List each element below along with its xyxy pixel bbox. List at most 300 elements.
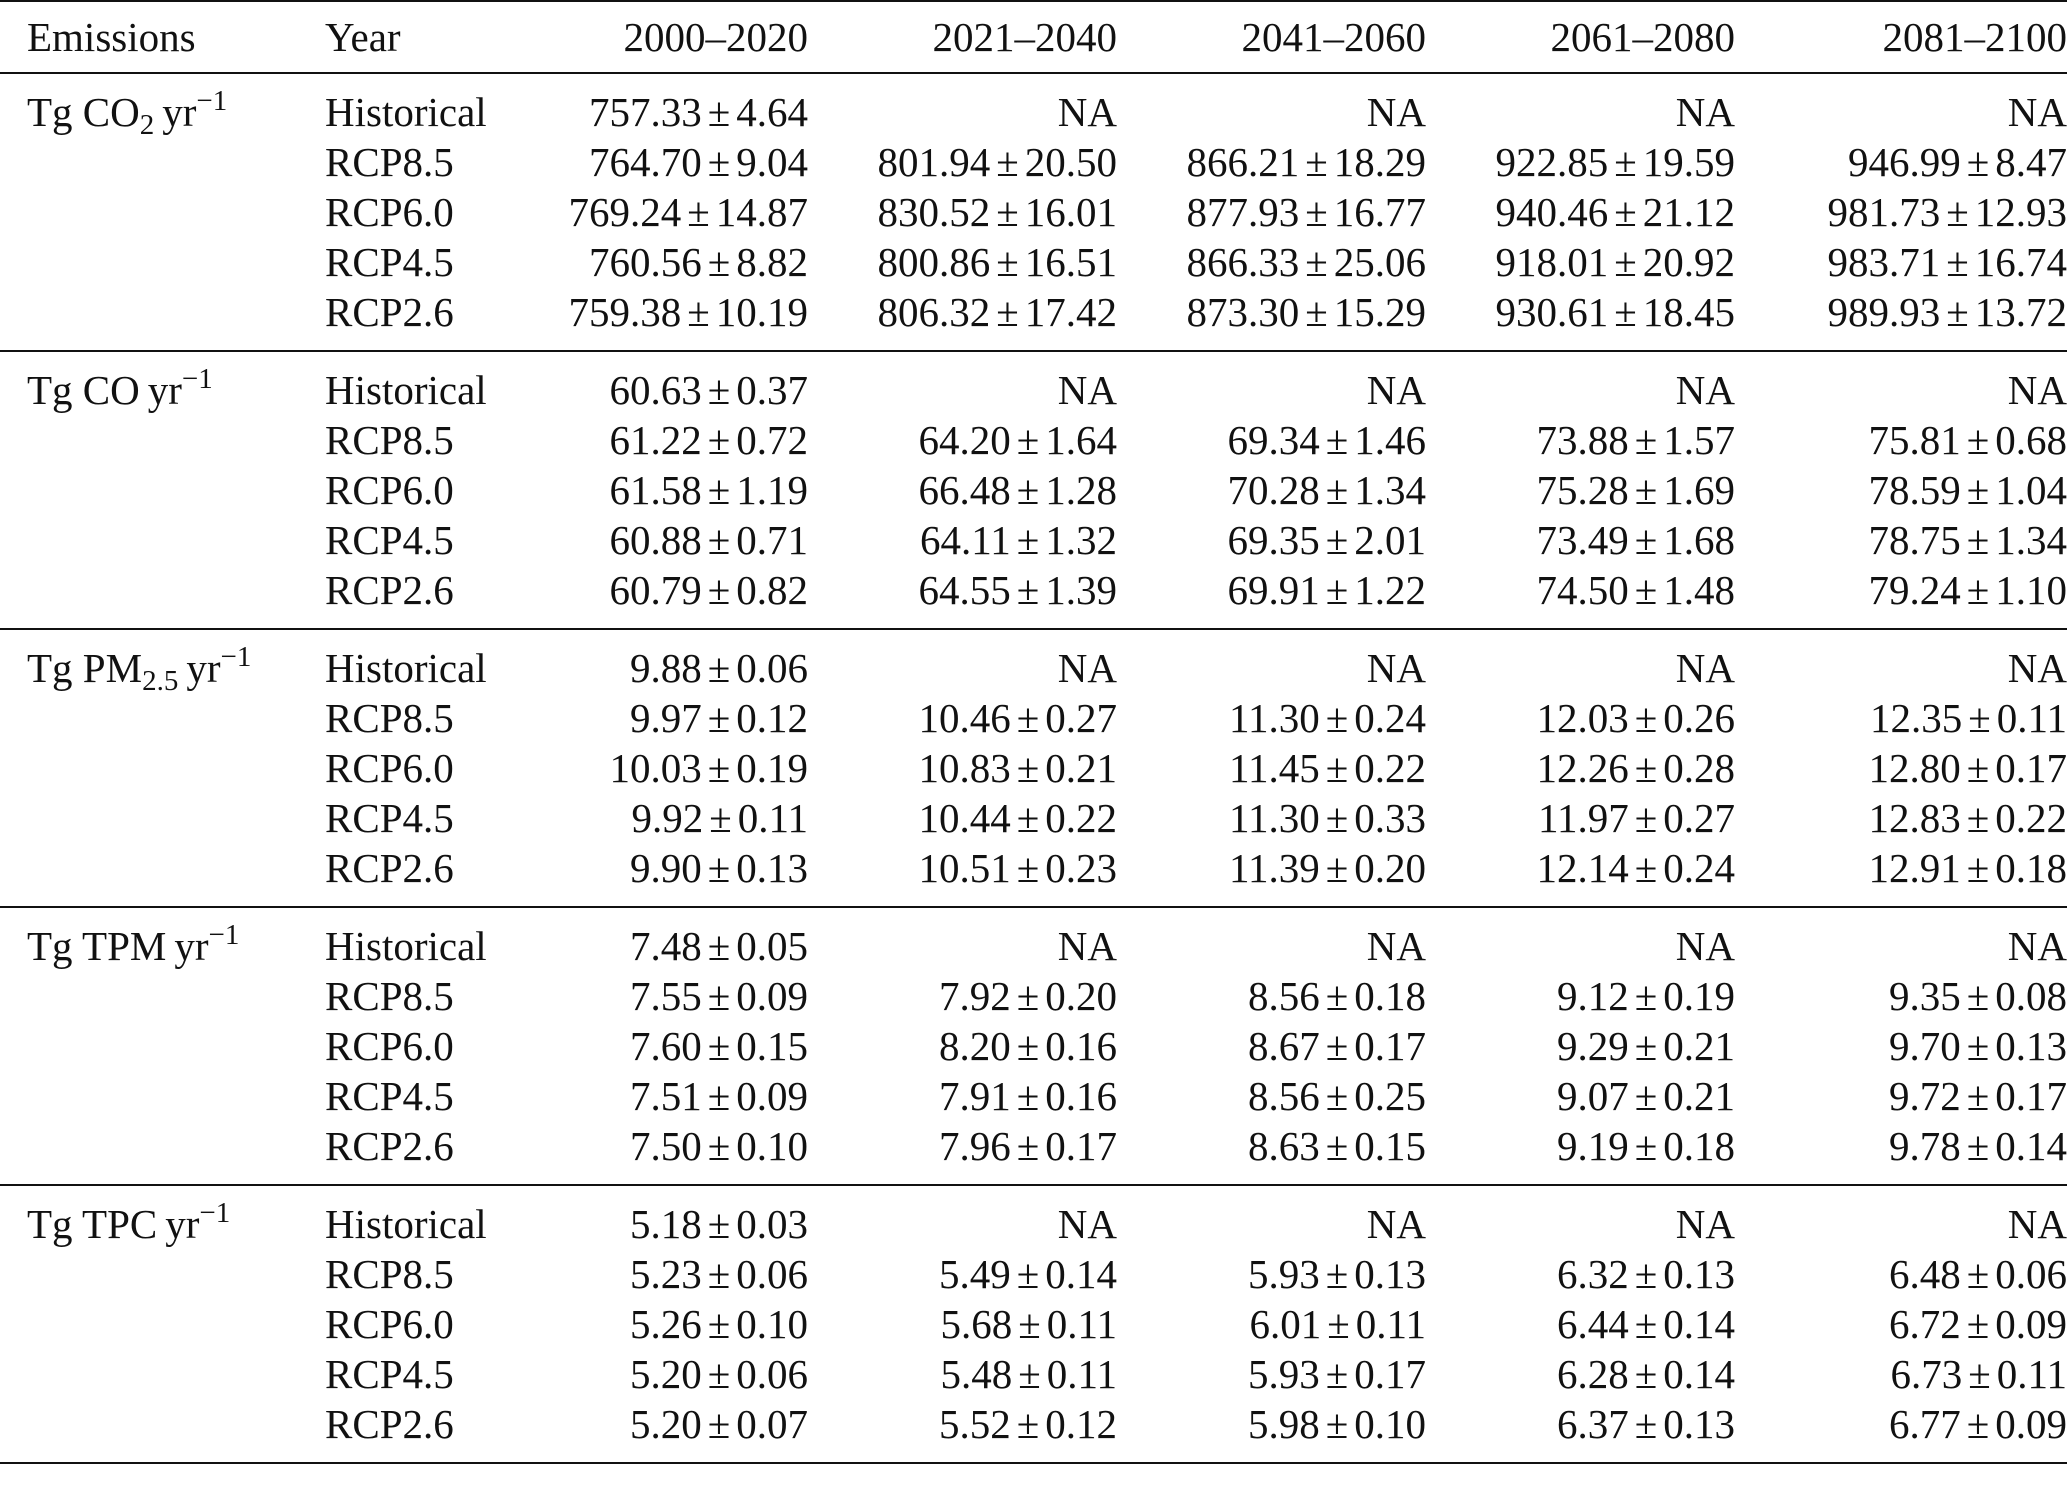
plus-minus-symbol: ± <box>996 189 1019 235</box>
mean-value: 9.72 <box>1888 1073 1961 1119</box>
mean-value: 757.33 <box>588 89 702 135</box>
value-cell <box>525 693 808 743</box>
uncertainty-value: 0.10 <box>736 1123 808 1169</box>
uncertainty-value: 0.17 <box>1354 1351 1426 1397</box>
plus-minus-symbol: ± <box>1968 1351 1991 1397</box>
value-cell <box>525 1299 808 1349</box>
mean-value: 5.52 <box>938 1401 1011 1447</box>
mean-value: 5.68 <box>940 1301 1013 1347</box>
value-cell <box>525 843 808 907</box>
value-cell <box>525 1121 808 1185</box>
value-cell <box>1426 793 1735 843</box>
value-cell: NA <box>1675 923 1735 969</box>
plus-minus-symbol: ± <box>1016 695 1040 741</box>
uncertainty-value: 0.05 <box>736 923 808 969</box>
value-cell <box>1117 1249 1426 1299</box>
uncertainty-value: 1.34 <box>1995 517 2067 563</box>
mean-value: 64.11 <box>920 517 1011 563</box>
plus-minus-symbol: ± <box>1016 1073 1040 1119</box>
value-cell <box>1426 743 1735 793</box>
mean-value: 12.35 <box>1870 695 1963 741</box>
value-cell <box>1117 1021 1426 1071</box>
uncertainty-value: 0.06 <box>736 1251 808 1297</box>
table-row <box>0 351 2067 415</box>
mean-value: 6.28 <box>1556 1351 1629 1397</box>
value-cell <box>1117 287 1426 351</box>
mean-value: 11.30 <box>1229 695 1320 741</box>
plus-minus-symbol: ± <box>687 189 710 235</box>
value-cell <box>1735 1021 2067 1071</box>
uncertainty-value: 1.64 <box>1045 417 1117 463</box>
value-cell <box>808 187 1117 237</box>
value-cell: NA <box>1366 367 1426 413</box>
uncertainty-value: 1.34 <box>1354 467 1426 513</box>
mean-value: 75.81 <box>1868 417 1961 463</box>
uncertainty-value: 0.37 <box>736 367 808 413</box>
value-cell <box>808 137 1117 187</box>
value-cell <box>1117 743 1426 793</box>
uncertainty-value: 14.87 <box>715 189 808 235</box>
value-cell: NA <box>1675 1201 1735 1247</box>
mean-value: 7.60 <box>629 1023 702 1069</box>
mean-value: 70.28 <box>1227 467 1320 513</box>
mean-value: 74.50 <box>1536 567 1629 613</box>
uncertainty-value: 2.01 <box>1354 517 1426 563</box>
scenario-cell: RCP2.6 <box>325 1123 454 1169</box>
value-cell <box>808 565 1117 629</box>
value-cell <box>525 187 808 237</box>
value-cell <box>1735 237 2067 287</box>
value-cell: NA <box>2007 89 2067 135</box>
plus-minus-symbol: ± <box>707 1301 731 1347</box>
value-cell: NA <box>1366 1201 1426 1247</box>
uncertainty-value: 0.22 <box>1354 745 1426 791</box>
value-cell <box>1117 465 1426 515</box>
uncertainty-value: 1.04 <box>1995 467 2067 513</box>
scenario-cell: RCP6.0 <box>325 1301 454 1347</box>
scenario-cell: RCP2.6 <box>325 567 454 613</box>
plus-minus-symbol: ± <box>1614 189 1637 235</box>
value-cell <box>1735 1349 2067 1399</box>
plus-minus-symbol: ± <box>1325 695 1349 741</box>
plus-minus-symbol: ± <box>707 645 731 691</box>
table-row <box>0 73 2067 137</box>
mean-value: 6.37 <box>1556 1401 1629 1447</box>
plus-minus-symbol: ± <box>707 367 731 413</box>
mean-value: 918.01 <box>1495 239 1609 285</box>
plus-minus-symbol: ± <box>1966 795 1990 841</box>
uncertainty-value: 1.39 <box>1045 567 1117 613</box>
emission-group <box>0 351 2067 629</box>
mean-value: 11.97 <box>1538 795 1629 841</box>
uncertainty-value: 9.04 <box>736 139 808 185</box>
uncertainty-value: 0.11 <box>1996 695 2067 741</box>
plus-minus-symbol: ± <box>1325 1073 1349 1119</box>
mean-value: 69.34 <box>1227 417 1320 463</box>
uncertainty-value: 0.17 <box>1995 745 2067 791</box>
value-cell <box>808 1249 1117 1299</box>
value-cell <box>808 287 1117 351</box>
mean-value: 9.12 <box>1556 973 1629 1019</box>
uncertainty-value: 0.18 <box>1663 1123 1735 1169</box>
plus-minus-symbol: ± <box>1966 1073 1990 1119</box>
plus-minus-symbol: ± <box>1325 567 1349 613</box>
plus-minus-symbol: ± <box>1634 695 1658 741</box>
header-emissions: Emissions <box>27 14 196 60</box>
mean-value: 801.94 <box>877 139 991 185</box>
mean-value: 9.78 <box>1888 1123 1961 1169</box>
mean-value: 69.35 <box>1227 517 1320 563</box>
plus-minus-symbol: ± <box>1614 289 1637 335</box>
value-cell <box>1426 1021 1735 1071</box>
mean-value: 7.51 <box>629 1073 702 1119</box>
emission-exponent: −1 <box>208 919 240 951</box>
value-cell <box>1117 793 1426 843</box>
plus-minus-symbol: ± <box>1966 567 1990 613</box>
mean-value: 5.49 <box>938 1251 1011 1297</box>
plus-minus-symbol: ± <box>1016 973 1040 1019</box>
uncertainty-value: 25.06 <box>1333 239 1426 285</box>
value-cell <box>1117 843 1426 907</box>
emission-unit: yr <box>162 89 197 135</box>
emission-label <box>0 73 317 351</box>
mean-value: 946.99 <box>1847 139 1961 185</box>
uncertainty-value: 1.69 <box>1663 467 1735 513</box>
mean-value: 922.85 <box>1495 139 1609 185</box>
uncertainty-value: 16.74 <box>1974 239 2067 285</box>
table-row <box>0 907 2067 971</box>
uncertainty-value: 0.19 <box>1663 973 1735 1019</box>
value-cell <box>525 465 808 515</box>
scenario-cell: RCP6.0 <box>325 1023 454 1069</box>
uncertainty-value: 0.21 <box>1045 745 1117 791</box>
value-cell <box>1426 187 1735 237</box>
plus-minus-symbol: ± <box>1016 517 1040 563</box>
plus-minus-symbol: ± <box>1634 567 1658 613</box>
mean-value: 10.46 <box>918 695 1011 741</box>
uncertainty-value: 1.10 <box>1995 567 2067 613</box>
value-cell: NA <box>2007 923 2067 969</box>
plus-minus-symbol: ± <box>1016 1251 1040 1297</box>
uncertainty-value: 0.13 <box>1663 1251 1735 1297</box>
emission-exponent: −1 <box>199 1197 231 1229</box>
uncertainty-value: 0.28 <box>1663 745 1735 791</box>
mean-value: 8.56 <box>1247 1073 1320 1119</box>
value-cell <box>525 1071 808 1121</box>
plus-minus-symbol: ± <box>1966 1251 1990 1297</box>
value-cell <box>1426 137 1735 187</box>
emission-species: Tg CO <box>27 89 140 135</box>
uncertainty-value: 12.93 <box>1974 189 2067 235</box>
value-cell <box>1426 465 1735 515</box>
uncertainty-value: 0.10 <box>1354 1401 1426 1447</box>
mean-value: 989.93 <box>1827 289 1941 335</box>
header-period: 2081–2100 <box>1882 14 2067 60</box>
plus-minus-symbol: ± <box>1016 567 1040 613</box>
value-cell <box>1426 515 1735 565</box>
mean-value: 769.24 <box>568 189 682 235</box>
table-row <box>0 1185 2067 1249</box>
uncertainty-value: 0.17 <box>1354 1023 1426 1069</box>
uncertainty-value: 20.50 <box>1024 139 1117 185</box>
header-period: 2000–2020 <box>623 14 808 60</box>
mean-value: 60.88 <box>609 517 702 563</box>
value-cell <box>808 1299 1117 1349</box>
plus-minus-symbol: ± <box>1634 973 1658 1019</box>
mean-value: 12.80 <box>1868 745 1961 791</box>
emission-species: Tg TPM <box>27 923 167 969</box>
scenario-cell: RCP4.5 <box>325 517 454 563</box>
value-cell <box>1426 971 1735 1021</box>
uncertainty-value: 1.28 <box>1045 467 1117 513</box>
value-cell: NA <box>1366 645 1426 691</box>
value-cell <box>525 629 808 693</box>
uncertainty-value: 0.11 <box>737 795 808 841</box>
uncertainty-value: 0.26 <box>1663 695 1735 741</box>
mean-value: 5.93 <box>1247 1251 1320 1297</box>
plus-minus-symbol: ± <box>1966 1123 1990 1169</box>
uncertainty-value: 0.13 <box>1995 1023 2067 1069</box>
mean-value: 9.90 <box>629 845 702 891</box>
header-period: 2021–2040 <box>932 14 1117 60</box>
value-cell: NA <box>1675 367 1735 413</box>
uncertainty-value: 13.72 <box>1974 289 2067 335</box>
value-cell <box>1735 693 2067 743</box>
plus-minus-symbol: ± <box>707 139 731 185</box>
plus-minus-symbol: ± <box>707 745 731 791</box>
value-cell <box>1117 187 1426 237</box>
uncertainty-value: 0.13 <box>1354 1251 1426 1297</box>
plus-minus-symbol: ± <box>1018 1351 1041 1397</box>
value-cell <box>1735 187 2067 237</box>
value-cell <box>525 73 808 137</box>
scenario-cell: RCP4.5 <box>325 795 454 841</box>
plus-minus-symbol: ± <box>707 1023 731 1069</box>
plus-minus-symbol: ± <box>1325 973 1349 1019</box>
plus-minus-symbol: ± <box>1305 239 1328 285</box>
mean-value: 9.88 <box>629 645 702 691</box>
uncertainty-value: 0.14 <box>1663 1351 1735 1397</box>
mean-value: 873.30 <box>1186 289 1300 335</box>
mean-value: 7.48 <box>629 923 702 969</box>
value-cell <box>1117 1071 1426 1121</box>
plus-minus-symbol: ± <box>1634 1073 1658 1119</box>
mean-value: 9.35 <box>1888 973 1961 1019</box>
value-cell: NA <box>2007 645 2067 691</box>
value-cell <box>808 693 1117 743</box>
plus-minus-symbol: ± <box>1634 795 1658 841</box>
mean-value: 5.18 <box>629 1201 702 1247</box>
uncertainty-value: 4.64 <box>736 89 808 135</box>
uncertainty-value: 0.72 <box>736 417 808 463</box>
value-cell <box>1426 237 1735 287</box>
mean-value: 78.59 <box>1868 467 1961 513</box>
plus-minus-symbol: ± <box>707 1123 731 1169</box>
uncertainty-value: 0.17 <box>1995 1073 2067 1119</box>
plus-minus-symbol: ± <box>707 1351 731 1397</box>
value-cell <box>525 793 808 843</box>
mean-value: 10.44 <box>918 795 1011 841</box>
plus-minus-symbol: ± <box>1966 517 1990 563</box>
plus-minus-symbol: ± <box>1305 189 1328 235</box>
value-cell <box>1117 1349 1426 1399</box>
emission-subscript: 2 <box>139 109 155 141</box>
plus-minus-symbol: ± <box>1305 139 1328 185</box>
mean-value: 66.48 <box>918 467 1011 513</box>
uncertainty-value: 0.11 <box>1355 1301 1426 1347</box>
plus-minus-symbol: ± <box>1634 845 1658 891</box>
mean-value: 8.56 <box>1247 973 1320 1019</box>
emission-unit: yr <box>186 645 221 691</box>
value-cell <box>1426 1071 1735 1121</box>
value-cell <box>525 1185 808 1249</box>
value-cell <box>808 1071 1117 1121</box>
uncertainty-value: 0.14 <box>1663 1301 1735 1347</box>
mean-value: 6.48 <box>1888 1251 1961 1297</box>
mean-value: 10.51 <box>918 845 1011 891</box>
mean-value: 9.97 <box>629 695 702 741</box>
value-cell <box>1735 465 2067 515</box>
value-cell <box>1117 237 1426 287</box>
uncertainty-value: 0.10 <box>736 1301 808 1347</box>
value-cell <box>808 971 1117 1021</box>
emission-label <box>0 351 317 629</box>
value-cell <box>1735 971 2067 1021</box>
plus-minus-symbol: ± <box>1966 139 1990 185</box>
mean-value: 830.52 <box>877 189 991 235</box>
scenario-cell: RCP2.6 <box>325 845 454 891</box>
emission-unit: yr <box>174 923 209 969</box>
emission-species: Tg PM <box>27 645 143 691</box>
mean-value: 866.33 <box>1186 239 1300 285</box>
mean-value: 8.63 <box>1247 1123 1320 1169</box>
table-header-row <box>0 1 2067 73</box>
uncertainty-value: 0.25 <box>1354 1073 1426 1119</box>
plus-minus-symbol: ± <box>707 1073 731 1119</box>
header-period: 2041–2060 <box>1241 14 1426 60</box>
scenario-cell: Historical <box>325 923 487 969</box>
uncertainty-value: 8.82 <box>736 239 808 285</box>
value-cell <box>1117 693 1426 743</box>
value-cell <box>1117 137 1426 187</box>
value-cell <box>808 237 1117 287</box>
scenario-cell: RCP8.5 <box>325 973 454 1019</box>
uncertainty-value: 8.47 <box>1995 139 2067 185</box>
mean-value: 7.91 <box>938 1073 1011 1119</box>
value-cell <box>1426 415 1735 465</box>
value-cell <box>808 465 1117 515</box>
plus-minus-symbol: ± <box>1325 1123 1349 1169</box>
value-cell <box>1735 515 2067 565</box>
uncertainty-value: 0.68 <box>1995 417 2067 463</box>
uncertainty-value: 0.71 <box>736 517 808 563</box>
plus-minus-symbol: ± <box>1325 417 1349 463</box>
mean-value: 940.46 <box>1495 189 1609 235</box>
scenario-cell: RCP8.5 <box>325 1251 454 1297</box>
value-cell: NA <box>1675 645 1735 691</box>
uncertainty-value: 15.29 <box>1333 289 1426 335</box>
uncertainty-value: 16.77 <box>1333 189 1426 235</box>
plus-minus-symbol: ± <box>707 467 731 513</box>
value-cell <box>1735 415 2067 465</box>
uncertainty-value: 0.13 <box>1663 1401 1735 1447</box>
value-cell <box>1117 1399 1426 1463</box>
uncertainty-value: 0.20 <box>1354 845 1426 891</box>
value-cell <box>1426 1399 1735 1463</box>
plus-minus-symbol: ± <box>1966 1023 1990 1069</box>
uncertainty-value: 0.24 <box>1354 695 1426 741</box>
plus-minus-symbol: ± <box>1016 745 1040 791</box>
plus-minus-symbol: ± <box>1634 745 1658 791</box>
plus-minus-symbol: ± <box>1634 1023 1658 1069</box>
value-cell <box>525 515 808 565</box>
header-period: 2061–2080 <box>1550 14 1735 60</box>
scenario-cell: RCP6.0 <box>325 189 454 235</box>
emission-exponent: −1 <box>181 363 213 395</box>
mean-value: 6.32 <box>1556 1251 1629 1297</box>
uncertainty-value: 0.16 <box>1045 1023 1117 1069</box>
plus-minus-symbol: ± <box>687 289 710 335</box>
uncertainty-value: 0.13 <box>736 845 808 891</box>
value-cell <box>1426 693 1735 743</box>
mean-value: 8.67 <box>1247 1023 1320 1069</box>
uncertainty-value: 0.21 <box>1663 1023 1735 1069</box>
uncertainty-value: 0.11 <box>1046 1351 1117 1397</box>
plus-minus-symbol: ± <box>1016 845 1040 891</box>
mean-value: 61.58 <box>609 467 702 513</box>
value-cell: NA <box>2007 1201 2067 1247</box>
value-cell <box>1735 843 2067 907</box>
emission-group <box>0 907 2067 1185</box>
plus-minus-symbol: ± <box>1325 795 1349 841</box>
mean-value: 5.20 <box>629 1401 702 1447</box>
scenario-cell: RCP2.6 <box>325 289 454 335</box>
plus-minus-symbol: ± <box>707 517 731 563</box>
mean-value: 6.73 <box>1890 1351 1963 1397</box>
uncertainty-value: 0.33 <box>1354 795 1426 841</box>
value-cell <box>1735 1249 2067 1299</box>
scenario-cell: RCP8.5 <box>325 417 454 463</box>
uncertainty-value: 0.06 <box>736 1351 808 1397</box>
value-cell <box>525 907 808 971</box>
scenario-cell: Historical <box>325 367 487 413</box>
uncertainty-value: 0.20 <box>1045 973 1117 1019</box>
plus-minus-symbol: ± <box>1614 139 1637 185</box>
uncertainty-value: 0.22 <box>1045 795 1117 841</box>
uncertainty-value: 0.19 <box>736 745 808 791</box>
mean-value: 7.50 <box>629 1123 702 1169</box>
value-cell: NA <box>1057 923 1117 969</box>
uncertainty-value: 0.06 <box>1995 1251 2067 1297</box>
value-cell <box>1735 287 2067 351</box>
scenario-cell: RCP8.5 <box>325 695 454 741</box>
value-cell <box>1735 565 2067 629</box>
uncertainty-value: 0.11 <box>1046 1301 1117 1347</box>
mean-value: 60.63 <box>609 367 702 413</box>
uncertainty-value: 1.46 <box>1354 417 1426 463</box>
plus-minus-symbol: ± <box>709 795 732 841</box>
plus-minus-symbol: ± <box>1966 417 1990 463</box>
mean-value: 78.75 <box>1868 517 1961 563</box>
plus-minus-symbol: ± <box>1325 745 1349 791</box>
value-cell: NA <box>1057 645 1117 691</box>
value-cell <box>1117 415 1426 465</box>
mean-value: 73.88 <box>1536 417 1629 463</box>
value-cell <box>525 287 808 351</box>
plus-minus-symbol: ± <box>996 239 1019 285</box>
mean-value: 7.55 <box>629 973 702 1019</box>
uncertainty-value: 0.24 <box>1663 845 1735 891</box>
